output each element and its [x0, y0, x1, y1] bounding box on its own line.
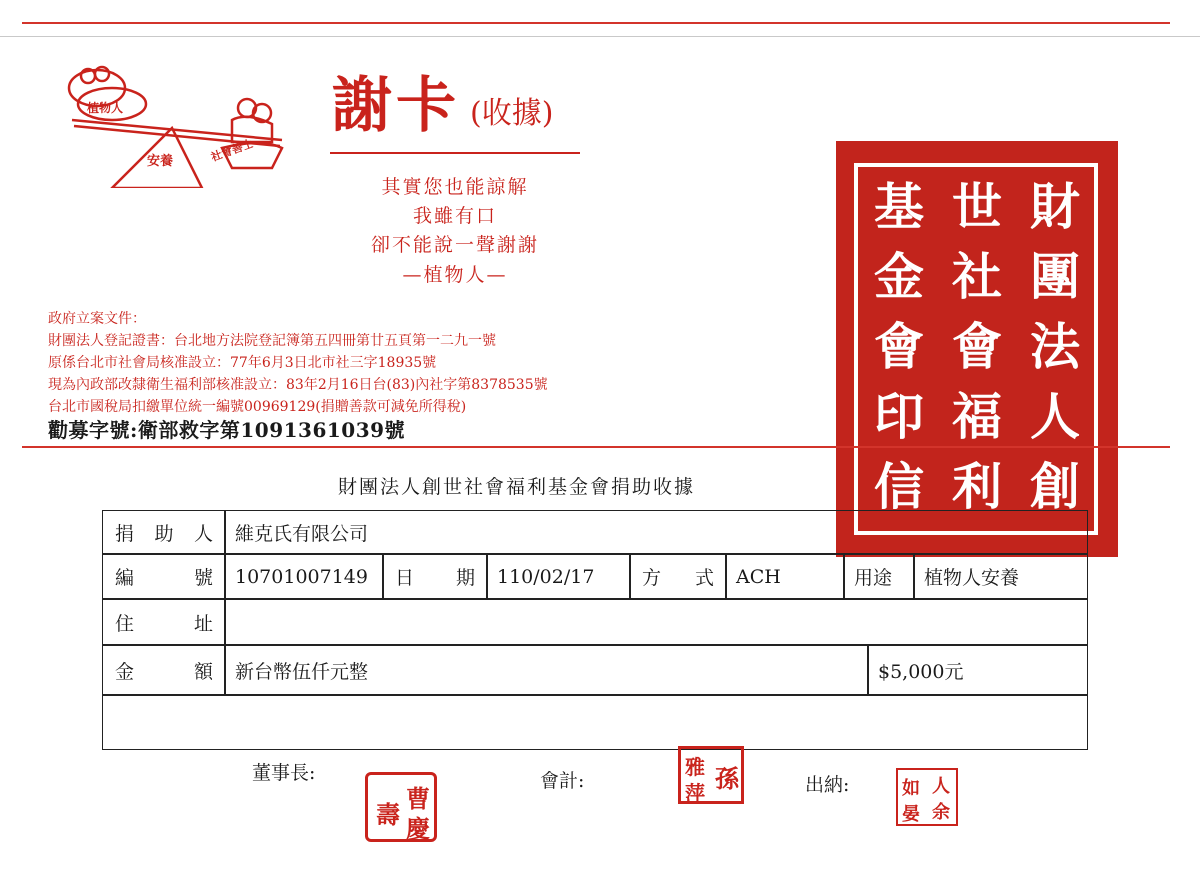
seal-char: 社: [952, 247, 1002, 306]
seal-char: 印: [874, 387, 924, 446]
seal-char: 世: [952, 177, 1002, 236]
receipt-number: 10701007149: [224, 553, 384, 600]
seal-char: 人: [1030, 387, 1080, 446]
receipt-title: 財團法人創世社會福利基金會捐助收據: [338, 476, 696, 498]
poem-line-3: 卻不能說一聲謝謝: [370, 234, 539, 256]
receipt-date: 110/02/17: [486, 553, 631, 600]
chairman-label: 董事長:: [252, 762, 316, 784]
label-amount: 金 額: [102, 644, 226, 696]
poem-line-2: 我雖有口: [412, 205, 497, 227]
foundation-logo: [52, 58, 292, 188]
chairman-seal: 壽 曹 慶: [365, 772, 437, 842]
label-number: 編 號: [102, 553, 226, 600]
cashier-label: 出納:: [805, 774, 850, 796]
poem-line-1: 其實您也能諒解: [381, 176, 529, 198]
label-date: 日 期: [382, 553, 488, 600]
seal-char: 基: [874, 177, 924, 236]
seal-char: 法: [1030, 317, 1080, 376]
donation-purpose: 植物人安養: [913, 553, 1088, 600]
page-subtitle: (收據): [470, 96, 554, 131]
label-donor: 捐 助 人: [102, 510, 226, 555]
accountant-seal: 雅 孫 萍: [678, 746, 744, 804]
seal-char: 福: [952, 387, 1002, 446]
logo-label-social: 社會善士: [209, 136, 256, 165]
payment-method: ACH: [725, 553, 845, 600]
registration-heading: 政府立案文件：: [48, 311, 146, 327]
seal-char: 會: [952, 317, 1002, 376]
foundation-seal: [836, 141, 1118, 557]
registration-line: 財團法人登記證書：台北地方法院登記簿第五四冊第廿五頁第一二九一號: [48, 333, 496, 349]
logo-label-plant-person: 植物人: [87, 101, 124, 115]
logo-label-care: 安養: [147, 154, 174, 169]
cashier-seal: 如 人 晏 余: [896, 768, 958, 826]
top-gray-rule: [0, 36, 1200, 37]
label-address: 住 址: [102, 598, 226, 646]
seal-char: 利: [952, 457, 1002, 516]
fundraising-permit: 勸募字號:衛部救字第1091361039號: [48, 418, 406, 442]
registration-line: 現為內政部改隸衛生福利部核准設立：83年2月16日台(83)內社字第8378535號: [48, 377, 548, 393]
donor-address: [224, 598, 1088, 646]
seal-char: 創: [1030, 457, 1080, 516]
label-purpose: 用途: [843, 553, 915, 600]
title-underline: [330, 152, 580, 154]
seal-char: 會: [874, 317, 924, 376]
poem-signature: —植物人—: [402, 264, 508, 286]
donor-name: 維克氏有限公司: [224, 510, 1088, 555]
amount-value: $5,000元: [867, 644, 1088, 696]
accountant-label: 會計:: [540, 770, 585, 792]
top-red-rule: [22, 22, 1170, 24]
notes-row: [102, 694, 1088, 750]
page-title: 謝卡: [332, 71, 460, 141]
amount-in-words: 新台幣伍仟元整: [224, 644, 869, 696]
label-method: 方 式: [629, 553, 727, 600]
seal-char: 金: [874, 247, 924, 306]
registration-line: 台北市國稅局扣繳單位統一編號00969129(捐贈善款可減免所得稅): [48, 399, 467, 415]
registration-line: 原係台北市社會局核准設立：77年6月3日北市社三字18935號: [48, 355, 437, 371]
seal-char: 信: [874, 457, 924, 516]
seal-char: 財: [1030, 177, 1080, 236]
middle-red-rule: [22, 446, 1170, 448]
seal-char: 團: [1030, 247, 1080, 306]
